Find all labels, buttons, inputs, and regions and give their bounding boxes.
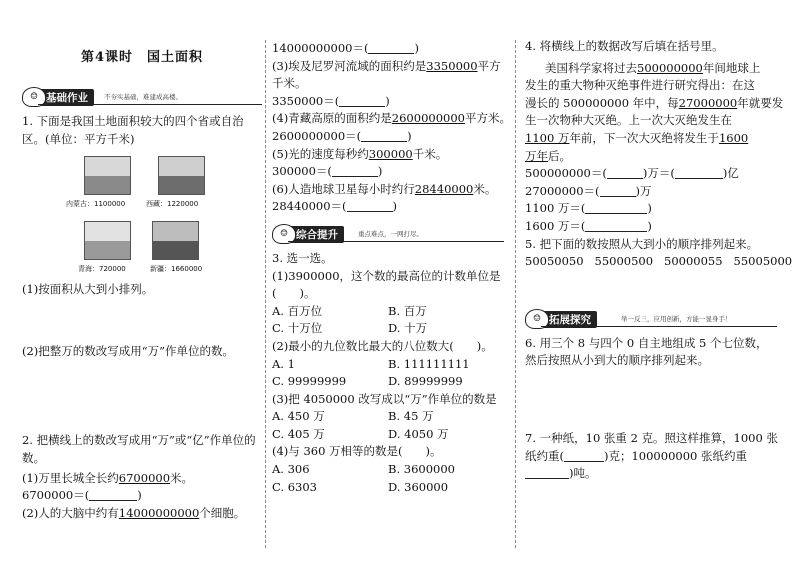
answer-blank[interactable] bbox=[525, 466, 569, 479]
answer-blank[interactable] bbox=[600, 184, 636, 197]
mascot-icon: ☺ bbox=[22, 87, 46, 107]
q4-text: 4. 将横线上的数据改写后填在括号里。 bbox=[525, 39, 724, 53]
option[interactable]: D. 4050 万 bbox=[388, 426, 449, 441]
q2-s3-answer: 3350000＝( ) bbox=[272, 93, 390, 108]
q2-s5: (5)光的速度每秒约300000千米。 bbox=[272, 146, 448, 161]
answer-blank[interactable] bbox=[675, 166, 723, 179]
q3-p4-options-row1 bbox=[272, 461, 504, 479]
province-pictures: 内蒙古：1100000 西藏：1220000 青海：720000 新疆：1660000 bbox=[22, 148, 262, 303]
q3-p4: (4)与 360 万相等的数是( )。 bbox=[272, 444, 442, 459]
q4-line1: 美国科学家将过去500000000年间地球上 bbox=[545, 60, 761, 75]
q3-p3-options-row2 bbox=[272, 426, 504, 444]
q3-p2: (2)最小的九位数比最大的八位数大( )。 bbox=[272, 338, 493, 353]
q7-line1: 7. 一种纸，10 张重 2 克。照这样推算，1000 张 bbox=[525, 430, 778, 445]
option[interactable]: C. 405 万 bbox=[272, 426, 325, 441]
mascot-icon: ☺ bbox=[272, 224, 296, 244]
option[interactable]: B. 45 万 bbox=[388, 409, 434, 424]
section-basic bbox=[22, 85, 262, 107]
answer-blank[interactable] bbox=[361, 129, 407, 142]
answer-blank[interactable] bbox=[332, 164, 378, 177]
q3-p1-bracket: ( )。 bbox=[272, 286, 316, 301]
section-comprehensive-label: 综合提升 bbox=[288, 226, 344, 243]
option[interactable]: A. 306 bbox=[272, 462, 310, 477]
q2-s6-answer: 28440000＝( ) bbox=[272, 199, 398, 214]
answer-blank[interactable] bbox=[89, 488, 137, 501]
q2-s6: (6)人造地球卫星每小时约行28440000米。 bbox=[272, 181, 497, 196]
q6-line1: 6. 用三个 8 与四个 0 自主地组成 5 个七位数， bbox=[525, 335, 768, 350]
column-right bbox=[525, 38, 793, 554]
q4-line6: 万年后。 bbox=[525, 148, 571, 163]
answer-blank[interactable] bbox=[585, 219, 647, 232]
q4-line2: 发生的重大物种灭绝事件进行研究得出：在这 bbox=[525, 78, 755, 93]
section-comprehensive bbox=[272, 222, 504, 244]
q7-line2: 纸约重( )克；100000000 张纸约重 bbox=[525, 448, 747, 463]
q4-line5: 1100 万年前，下一次大灭绝将发生于1600 bbox=[525, 130, 749, 145]
answer-blank[interactable] bbox=[339, 94, 385, 107]
option[interactable]: B. 111111111 bbox=[388, 356, 470, 371]
q3-p1-options-row2 bbox=[272, 320, 504, 338]
section-basic-motto: 不夯实基础，难建成高楼。 bbox=[104, 93, 182, 101]
option[interactable]: A. 百万位 bbox=[272, 303, 323, 318]
page-title: 第4课时 国土面积 bbox=[80, 50, 204, 65]
option[interactable]: B. 3600000 bbox=[388, 462, 455, 477]
option[interactable]: D. 360000 bbox=[388, 479, 449, 494]
q2-s1: (1)万里长城全长约6700000米。 bbox=[22, 470, 194, 485]
section-explore-motto: 举一反三，应用创新，方能一显身手！ bbox=[621, 314, 732, 323]
q5-text: 5. 把下面的数按照从大到小的顺序排列起来。 bbox=[525, 236, 759, 251]
q3-p2-options-row2 bbox=[272, 373, 504, 391]
column-divider bbox=[265, 40, 266, 548]
option[interactable]: C. 十万位 bbox=[272, 321, 323, 336]
q7-line3: )吨。 bbox=[525, 465, 777, 483]
section-explore bbox=[525, 307, 777, 329]
answer-blank[interactable] bbox=[347, 199, 393, 212]
q4-line3: 漫长的 500000000 年中，每27000000年就要发 bbox=[525, 95, 784, 110]
q2-s3: (3)埃及尼罗河流域的面积约是3350000平方 bbox=[272, 58, 501, 73]
qinghai-photo bbox=[84, 221, 131, 260]
q3-p1-options-row1 bbox=[272, 303, 504, 321]
section-explore-label: 拓展探究 bbox=[541, 311, 597, 328]
column-divider bbox=[515, 40, 516, 548]
q4-eq3: 1100 万＝( ) bbox=[525, 201, 652, 216]
q2-text: 2. 把横线上的数改写成用“万”或“亿”作单位的数。 bbox=[22, 433, 256, 465]
q4-eq2: 27000000＝( )万 bbox=[525, 183, 652, 198]
option[interactable]: D. 89999999 bbox=[388, 374, 463, 389]
answer-blank[interactable] bbox=[368, 41, 414, 54]
option[interactable]: C. 99999999 bbox=[272, 374, 347, 389]
xinjiang-photo bbox=[152, 221, 199, 260]
mascot-icon: ☺ bbox=[525, 309, 549, 329]
answer-blank[interactable] bbox=[585, 201, 647, 214]
q5-numbers: 50050050 55000500 50000055 55005000 bbox=[525, 254, 793, 269]
option[interactable]: C. 6303 bbox=[272, 479, 317, 494]
q3-p2-options-row1 bbox=[272, 356, 504, 374]
column-middle bbox=[272, 40, 511, 554]
q2-s2: (2)人的大脑中约有14000000000个细胞。 bbox=[22, 505, 246, 520]
inner-mongolia-photo bbox=[84, 156, 131, 195]
q2-s3-unit: 千米。 bbox=[272, 76, 307, 91]
q3-text: 3. 选一选。 bbox=[272, 250, 333, 265]
q3-p4-options-row2 bbox=[272, 479, 504, 497]
q3-p3: (3)把 4050000 改写成以“万”作单位的数是 bbox=[272, 391, 497, 406]
q2-s5-answer: 300000＝( ) bbox=[272, 164, 383, 179]
q2-s2-answer: 14000000000＝( ) bbox=[272, 41, 419, 55]
q6-line2: 然后按照从小到大的顺序排列起来。 bbox=[525, 353, 709, 368]
q4-line4: 生一次物种大灭绝。上一次大灭绝发生在 bbox=[525, 113, 732, 128]
q1-text: 1. 下面是我国土地面积较大的四个省或自治区。(单位：平方千米) bbox=[22, 114, 244, 146]
q3-p3-options-row1 bbox=[272, 408, 504, 426]
column-left bbox=[22, 38, 262, 554]
q2-s1-answer: 6700000＝( ) bbox=[22, 488, 142, 503]
tibet-photo bbox=[158, 156, 205, 195]
q4-eq4: 1600 万＝( ) bbox=[525, 218, 652, 233]
q4-eq1: 500000000＝( )万＝( )亿 bbox=[525, 166, 739, 181]
q2-s4: (4)青藏高原的面积约是2600000000平方米。 bbox=[272, 111, 511, 126]
option[interactable]: D. 十万 bbox=[388, 321, 428, 336]
answer-blank[interactable] bbox=[607, 166, 643, 179]
section-comprehensive-motto: 重点难点，一网打尽。 bbox=[358, 229, 423, 238]
q3-p1: (1)3900000，这个数的最高位的计数单位是 bbox=[272, 268, 501, 283]
option[interactable]: A. 1 bbox=[272, 356, 295, 371]
section-basic-label: 基础作业 bbox=[38, 89, 94, 106]
q1-sub1: (1)按面积从大到小排列。 bbox=[22, 282, 154, 297]
option[interactable]: A. 450 万 bbox=[272, 409, 325, 424]
q1-sub2: (2)把整万的数改写成用“万”作单位的数。 bbox=[22, 343, 235, 358]
option[interactable]: B. 百万 bbox=[388, 303, 427, 318]
answer-blank[interactable] bbox=[564, 449, 604, 462]
q2-s4-answer: 2600000000＝( ) bbox=[272, 128, 412, 143]
